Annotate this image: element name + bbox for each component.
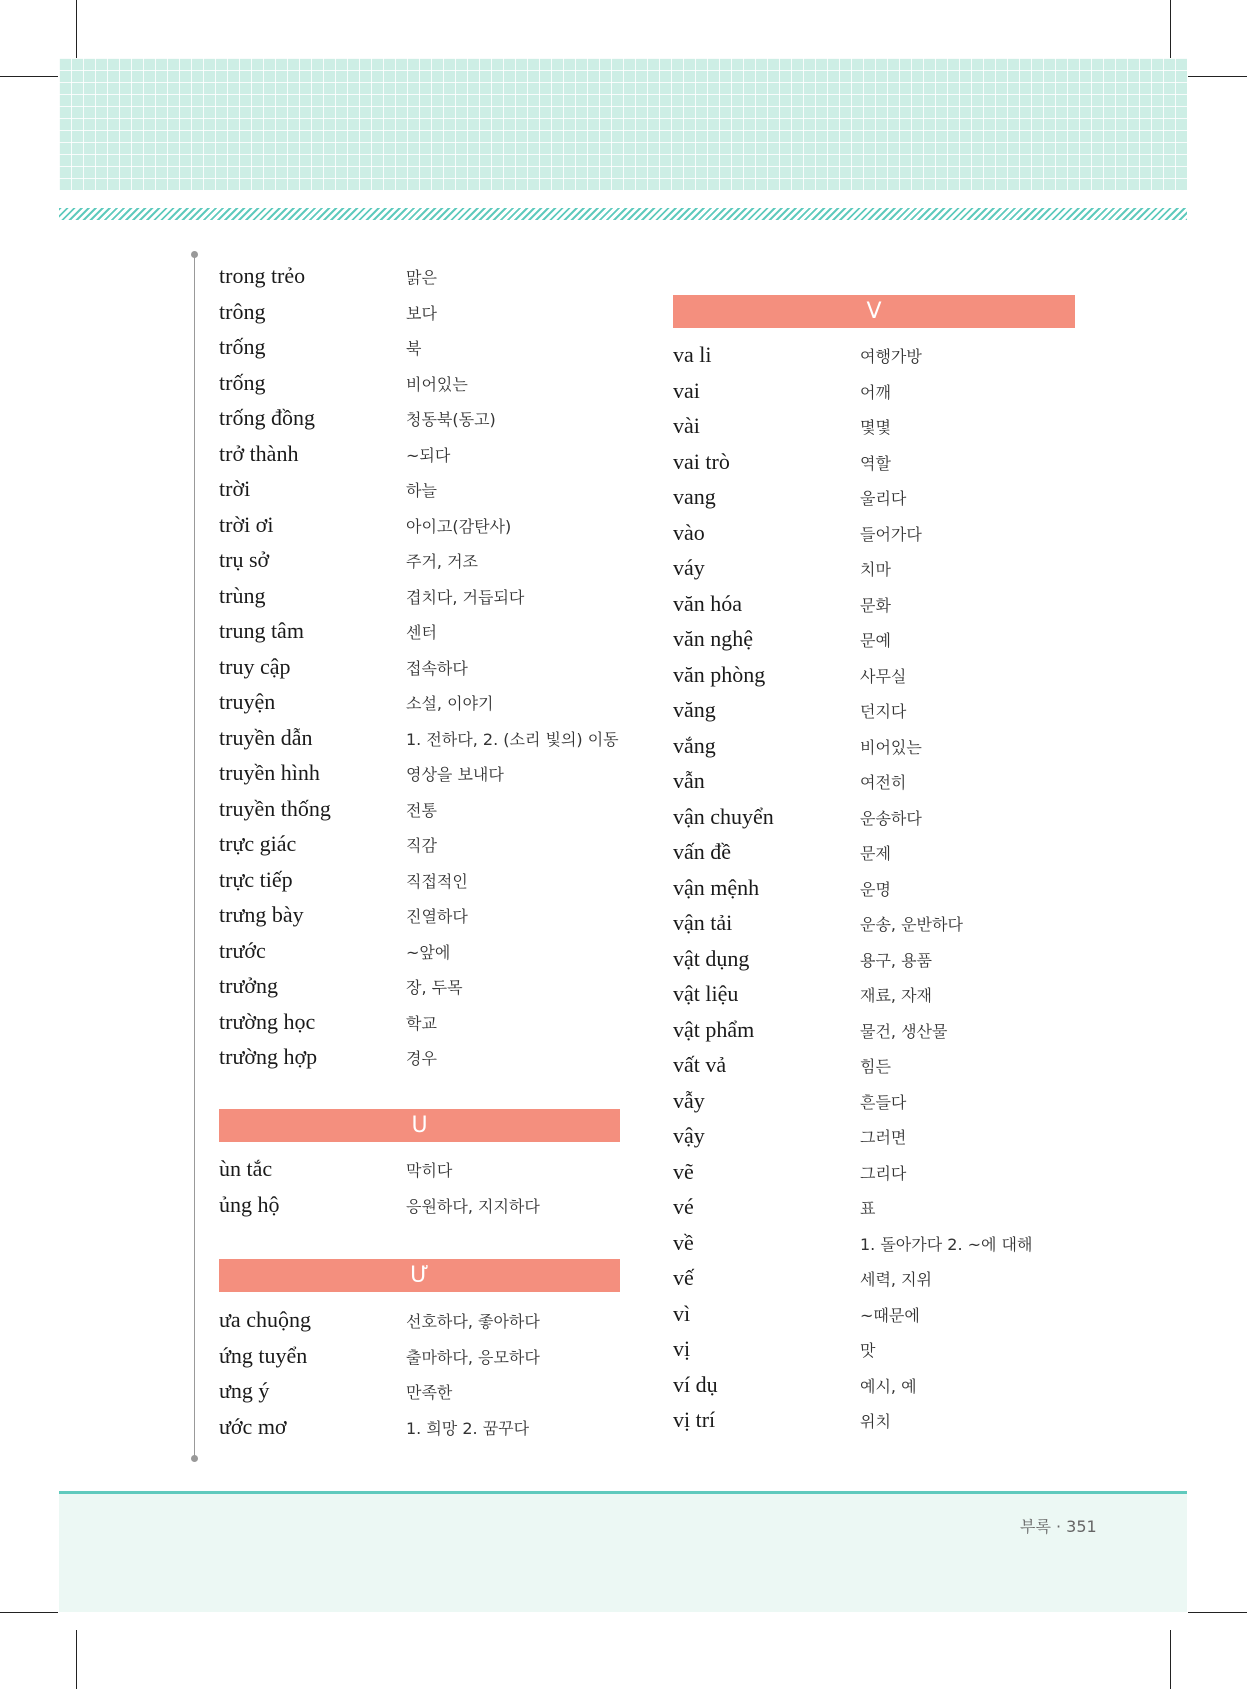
vietnamese-word: vang <box>673 484 716 509</box>
vietnamese-word: trưng bày <box>219 902 304 927</box>
vietnamese-word: vị <box>673 1336 691 1361</box>
vietnamese-word: vật dụng <box>673 945 750 971</box>
vietnamese-word: vẫn <box>673 768 705 793</box>
glossary-entry <box>219 618 639 652</box>
margin-dot-bottom <box>191 1455 198 1462</box>
right-column-v-entries <box>673 342 1093 1442</box>
vietnamese-word: trời ơi <box>219 511 274 537</box>
vietnamese-word: vai trò <box>673 448 730 474</box>
vietnamese-word: ứng tuyển <box>219 1342 308 1368</box>
korean-meaning: 막히다 <box>406 1161 453 1180</box>
korean-meaning: ~되다 <box>406 445 451 465</box>
korean-meaning: 보다 <box>406 303 437 323</box>
vietnamese-word: vì <box>673 1300 691 1326</box>
vietnamese-word: vận mệnh <box>673 874 760 900</box>
korean-meaning: 1. 전하다, 2. (소리 빛의) 이동 <box>406 729 619 749</box>
glossary-entry <box>219 1009 639 1043</box>
glossary-entry <box>219 831 639 865</box>
glossary-entry <box>219 654 639 688</box>
korean-meaning: 사무실 <box>860 666 907 686</box>
korean-meaning: 용구, 용품 <box>860 950 932 970</box>
korean-meaning: 영상을 보내다 <box>406 765 504 784</box>
vietnamese-word: trực tiếp <box>219 866 293 892</box>
glossary-entry <box>219 476 639 510</box>
korean-meaning: 선호하다, 좋아하다 <box>406 1312 540 1331</box>
korean-meaning: ~때문에 <box>860 1305 920 1325</box>
glossary-entry <box>219 405 639 439</box>
vietnamese-word: trống đồng <box>219 405 315 430</box>
korean-meaning: 여행가방 <box>860 347 922 366</box>
glossary-entry <box>673 1407 1093 1441</box>
korean-meaning: 접속하다 <box>406 658 468 678</box>
vietnamese-word: vắng <box>673 732 716 758</box>
glossary-entry <box>673 1159 1093 1193</box>
korean-meaning: 맑은 <box>406 268 437 287</box>
vietnamese-word: ủng hộ <box>219 1191 280 1217</box>
vietnamese-word: vài <box>673 413 700 438</box>
korean-meaning: 북 <box>406 339 422 358</box>
korean-meaning: 운명 <box>860 879 891 899</box>
glossary-entry <box>219 334 639 368</box>
vietnamese-word: váy <box>673 555 705 580</box>
vietnamese-word: vẫy <box>673 1087 705 1113</box>
vietnamese-word: trường hợp <box>219 1044 318 1069</box>
glossary-entry <box>673 591 1093 625</box>
vietnamese-word: vận chuyển <box>673 803 774 829</box>
vietnamese-word: vị trí <box>673 1407 716 1432</box>
korean-meaning: 아이고(감탄사) <box>406 516 512 536</box>
korean-meaning: 운송하다 <box>860 808 922 828</box>
glossary-entry <box>219 867 639 901</box>
korean-meaning: 던지다 <box>860 702 907 721</box>
vietnamese-word: trụ sở <box>219 547 270 572</box>
glossary-entry <box>673 1336 1093 1370</box>
korean-meaning: 겹치다, 거듭되다 <box>406 587 525 607</box>
glossary-entry <box>219 583 639 617</box>
glossary-entry <box>673 1052 1093 1086</box>
korean-meaning: 역할 <box>860 453 891 473</box>
korean-meaning: 물건, 생산물 <box>860 1021 948 1041</box>
glossary-entry <box>219 1156 639 1190</box>
glossary-entry <box>673 1372 1093 1406</box>
vietnamese-word: trưởng <box>219 973 278 998</box>
korean-meaning: 출마하다, 응모하다 <box>406 1347 540 1367</box>
korean-meaning: 재료, 자재 <box>860 986 932 1005</box>
glossary-entry <box>673 697 1093 731</box>
glossary-entry <box>673 804 1093 838</box>
crop-mark-top-left-h <box>0 76 58 77</box>
vietnamese-word: trời <box>219 476 251 501</box>
vietnamese-word: trường học <box>219 1008 316 1034</box>
glossary-entry <box>673 875 1093 909</box>
left-column-u-entries <box>219 1156 639 1236</box>
vietnamese-word: trông <box>219 298 266 324</box>
korean-meaning: 어깨 <box>860 382 891 402</box>
vietnamese-word: vậy <box>673 1123 705 1148</box>
glossary-entry <box>673 484 1093 518</box>
korean-meaning: 비어있는 <box>860 737 922 757</box>
korean-meaning: 위치 <box>860 1412 891 1431</box>
glossary-entry <box>219 1343 639 1377</box>
vietnamese-word: văng <box>673 697 716 722</box>
vietnamese-word: truyền dẫn <box>219 724 313 750</box>
vietnamese-word: vật phẩm <box>673 1016 755 1042</box>
glossary-entry <box>673 378 1093 412</box>
glossary-entry <box>673 910 1093 944</box>
korean-meaning: 직감 <box>406 836 437 855</box>
korean-meaning: 울리다 <box>860 489 907 508</box>
vietnamese-word: văn nghệ <box>673 626 754 651</box>
korean-meaning: 몇몇 <box>860 418 891 437</box>
glossary-entry <box>673 946 1093 980</box>
glossary-entry <box>673 1017 1093 1051</box>
glossary-entry <box>219 760 639 794</box>
vietnamese-word: văn phòng <box>673 661 766 687</box>
korean-meaning: 문화 <box>860 595 891 615</box>
glossary-entry <box>673 1123 1093 1157</box>
glossary-entry <box>219 1378 639 1412</box>
korean-meaning: 세력, 지위 <box>860 1270 932 1289</box>
korean-meaning: 그러면 <box>860 1128 907 1147</box>
vietnamese-word: về <box>673 1229 694 1255</box>
vietnamese-word: vất vả <box>673 1052 727 1077</box>
glossary-entry <box>219 938 639 972</box>
crop-mark-bottom-right-v <box>1170 1630 1171 1689</box>
vietnamese-word: trống <box>219 334 266 359</box>
crop-mark-top-right-v <box>1170 0 1171 58</box>
glossary-entry <box>219 263 639 297</box>
korean-meaning: ~앞에 <box>406 942 451 962</box>
vietnamese-word: trung tâm <box>219 618 304 643</box>
header-grid-band <box>59 58 1187 190</box>
vietnamese-word: ưa chuộng <box>219 1307 311 1332</box>
glossary-entry <box>673 1088 1093 1122</box>
korean-meaning: 청동북(동고) <box>406 410 496 429</box>
vietnamese-word: trong trẻo <box>219 263 306 288</box>
korean-meaning: 경우 <box>406 1049 437 1068</box>
korean-meaning: 힘든 <box>860 1057 891 1076</box>
section-header-u: U <box>219 1109 620 1142</box>
glossary-entry <box>219 1307 639 1341</box>
glossary-entry <box>673 768 1093 802</box>
vietnamese-word: trực giác <box>219 831 297 856</box>
glossary-entry <box>673 662 1093 696</box>
korean-meaning: 그리다 <box>860 1163 907 1183</box>
korean-meaning: 표 <box>860 1199 876 1218</box>
korean-meaning: 소설, 이야기 <box>406 694 494 713</box>
glossary-entry <box>219 725 639 759</box>
korean-meaning: 문예 <box>860 631 891 650</box>
korean-meaning: 문제 <box>860 844 891 863</box>
glossary-entry <box>219 1414 639 1448</box>
section-header-v: V <box>673 295 1075 328</box>
left-column-t-entries <box>219 263 639 1083</box>
glossary-entry <box>673 1301 1093 1335</box>
glossary-entry <box>673 342 1093 376</box>
glossary-entry <box>673 449 1093 483</box>
glossary-entry <box>673 626 1093 660</box>
page-number: 부록 · 351 <box>1020 1517 1097 1536</box>
vietnamese-word: văn hóa <box>673 590 743 616</box>
crop-mark-bottom-left-v <box>76 1630 77 1689</box>
korean-meaning: 전통 <box>406 800 437 820</box>
korean-meaning: 직접적인 <box>406 871 468 891</box>
korean-meaning: 진열하다 <box>406 907 468 926</box>
vietnamese-word: truyện <box>219 689 276 714</box>
glossary-entry <box>673 839 1093 873</box>
crop-mark-bottom-right-h <box>1188 1612 1247 1613</box>
footer-band <box>59 1494 1187 1612</box>
vietnamese-word: ví dụ <box>673 1371 718 1397</box>
vietnamese-word: ưng ý <box>219 1378 270 1403</box>
glossary-entry <box>219 1192 639 1226</box>
vietnamese-word: trở thành <box>219 440 299 466</box>
korean-meaning: 비어있는 <box>406 374 468 394</box>
glossary-entry <box>673 1230 1093 1264</box>
glossary-entry <box>219 512 639 546</box>
vietnamese-word: va li <box>673 342 712 367</box>
korean-meaning: 치마 <box>860 560 891 579</box>
glossary-entry <box>673 733 1093 767</box>
korean-meaning: 만족한 <box>406 1383 453 1402</box>
glossary-entry <box>219 796 639 830</box>
glossary-entry <box>219 1044 639 1078</box>
left-margin-rule <box>194 254 195 1459</box>
vietnamese-word: truyền thống <box>219 795 331 821</box>
korean-meaning: 하늘 <box>406 481 437 500</box>
glossary-entry <box>673 981 1093 1015</box>
vietnamese-word: vai <box>673 377 700 403</box>
vietnamese-word: vật liệu <box>673 981 739 1006</box>
vietnamese-word: ước mơ <box>219 1413 287 1439</box>
crop-mark-bottom-left-h <box>0 1612 58 1613</box>
glossary-entry <box>219 299 639 333</box>
korean-meaning: 학교 <box>406 1013 437 1033</box>
glossary-entry <box>219 547 639 581</box>
vietnamese-word: vào <box>673 519 705 545</box>
vietnamese-word: truyền hình <box>219 760 320 785</box>
korean-meaning: 흔들다 <box>860 1092 907 1112</box>
glossary-entry <box>219 441 639 475</box>
korean-meaning: 1. 돌아가다 2. ~에 대해 <box>860 1234 1033 1254</box>
glossary-entry <box>673 1194 1093 1228</box>
korean-meaning: 장, 두목 <box>406 978 463 997</box>
glossary-entry <box>219 973 639 1007</box>
glossary-entry <box>673 520 1093 554</box>
glossary-entry <box>673 1265 1093 1299</box>
vietnamese-word: truy cập <box>219 653 291 679</box>
crop-mark-top-left-v <box>76 0 77 58</box>
korean-meaning: 여전히 <box>860 773 907 792</box>
korean-meaning: 응원하다, 지지하다 <box>406 1196 540 1216</box>
vietnamese-word: ùn tắc <box>219 1156 273 1181</box>
korean-meaning: 운송, 운반하다 <box>860 915 963 934</box>
vietnamese-word: vế <box>673 1265 694 1290</box>
vietnamese-word: vấn đề <box>673 839 732 864</box>
korean-meaning: 들어가다 <box>860 524 922 544</box>
korean-meaning: 맛 <box>860 1341 876 1360</box>
margin-dot-top <box>191 251 198 258</box>
korean-meaning: 주거, 거조 <box>406 552 478 571</box>
korean-meaning: 센터 <box>406 623 437 642</box>
crop-mark-top-right-h <box>1188 76 1247 77</box>
vietnamese-word: trống <box>219 369 266 395</box>
vietnamese-word: trùng <box>219 582 266 608</box>
vietnamese-word: vé <box>673 1194 694 1219</box>
header-diagonal-stripe <box>59 208 1187 220</box>
glossary-entry <box>219 370 639 404</box>
korean-meaning: 예시, 예 <box>860 1376 917 1396</box>
vietnamese-word: vẽ <box>673 1158 694 1184</box>
left-column-uw-entries <box>219 1307 639 1457</box>
vietnamese-word: vận tải <box>673 910 733 935</box>
glossary-entry <box>673 555 1093 589</box>
glossary-entry <box>219 902 639 936</box>
korean-meaning: 1. 희망 2. 꿈꾸다 <box>406 1418 530 1438</box>
glossary-entry <box>219 689 639 723</box>
section-header-uw: Ư <box>219 1259 620 1292</box>
glossary-entry <box>673 413 1093 447</box>
vietnamese-word: trước <box>219 937 266 963</box>
